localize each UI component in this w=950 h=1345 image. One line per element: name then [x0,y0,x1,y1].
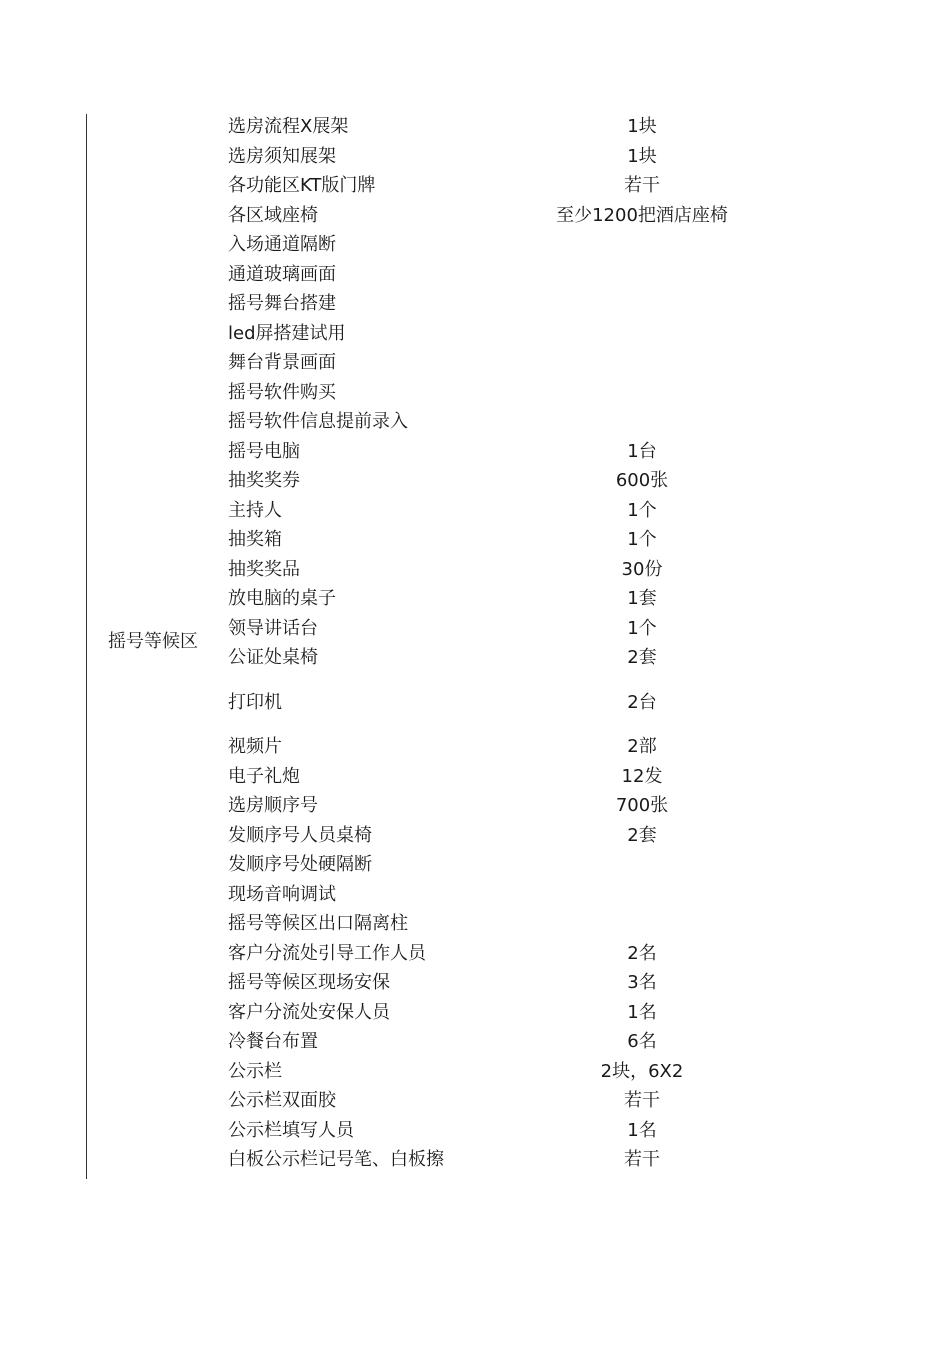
item-quantity: 1台 [627,440,657,462]
table-row [0,823,950,852]
item-name: 白板公示栏记号笔、白板擦 [228,1149,444,1170]
item-name: led屏搭建试用 [228,322,346,344]
item-quantity: 1个 [627,529,657,550]
item-name: 舞台背景画面 [228,352,336,373]
table-row [0,291,950,320]
item-name: 摇号软件购买 [228,381,336,403]
item-quantity: 600张 [615,470,669,491]
item-name: 公示栏填写人员 [228,1119,354,1141]
table-row [0,262,950,291]
table-row [0,1059,950,1088]
item-name: 客户分流处引导工作人员 [228,942,426,964]
item-quantity: 6名 [627,1031,657,1052]
table-row [0,350,950,379]
table-row [0,586,950,615]
item-quantity: 12发 [621,765,663,787]
table-row [0,1147,950,1176]
table-row [0,941,950,970]
item-name: 电子礼炮 [228,765,300,787]
item-name: 领导讲话台 [228,617,318,639]
item-name: 摇号等候区现场安保 [228,972,390,993]
item-name: 选房顺序号 [228,795,318,816]
table-row [0,734,950,763]
table-row [0,557,950,586]
table-row [0,1029,950,1058]
item-quantity: 2套 [627,647,657,668]
item-name: 客户分流处安保人员 [228,1001,390,1023]
item-name: 各功能区KT版门牌 [228,175,376,196]
table-row [0,114,950,143]
item-name: 视频片 [228,736,282,757]
item-name: 摇号电脑 [228,440,300,462]
table-row [0,616,950,645]
item-name: 公示栏双面胶 [228,1090,336,1111]
item-name: 各区域座椅 [228,204,318,226]
table-row [0,468,950,497]
table-row [0,793,950,822]
item-name: 通道玻璃画面 [228,263,336,285]
table-row [0,1088,950,1117]
table-row [0,645,950,674]
item-quantity: 1块 [627,116,657,137]
item-name: 抽奖奖品 [228,558,300,580]
item-quantity: 2台 [627,691,657,713]
item-quantity: 1个 [627,617,657,639]
item-name: 公证处桌椅 [228,647,318,668]
item-quantity: 若干 [624,1090,660,1111]
table-row [0,232,950,261]
item-name: 冷餐台布置 [228,1031,318,1052]
item-quantity: 1名 [627,1119,657,1141]
item-quantity: 2部 [627,736,657,757]
table-row [0,380,950,409]
table-row [0,764,950,793]
item-name: 摇号舞台搭建 [228,293,336,314]
table-row [0,911,950,940]
item-name: 摇号软件信息提前录入 [228,411,408,432]
table-row [0,527,950,556]
item-name: 选房须知展架 [228,145,336,167]
table-row [0,498,950,527]
item-name: 选房流程X展架 [228,116,349,137]
item-quantity: 若干 [624,175,660,196]
item-quantity: 1名 [627,1001,657,1023]
item-quantity: 3名 [627,972,657,993]
item-name: 主持人 [228,499,282,521]
item-quantity: 30份 [621,558,663,580]
item-name: 抽奖奖券 [228,470,300,491]
table-row [0,1000,950,1029]
item-name: 发顺序号人员桌椅 [228,824,372,846]
table-row [0,409,950,438]
item-quantity: 1个 [627,499,657,521]
table-row [0,690,950,719]
item-quantity: 2块，6X2 [600,1060,684,1082]
item-name: 抽奖箱 [228,529,282,550]
item-name: 发顺序号处硬隔断 [228,854,372,875]
item-quantity: 若干 [624,1149,660,1170]
item-name: 放电脑的桌子 [228,588,336,609]
table-row [0,882,950,911]
item-quantity: 1套 [627,588,657,609]
item-quantity: 至少1200把酒店座椅 [556,204,728,226]
item-name: 公示栏 [228,1060,282,1082]
table-row [0,203,950,232]
item-name: 摇号等候区出口隔离柱 [228,913,408,934]
table-row [0,1118,950,1147]
item-quantity: 1块 [627,145,657,167]
item-quantity: 2套 [627,824,657,846]
table-row [0,852,950,881]
table-row [0,439,950,468]
item-quantity: 2名 [627,942,657,964]
item-name: 入场通道隔断 [228,234,336,255]
table-row [0,173,950,202]
item-name: 打印机 [228,691,282,713]
item-quantity: 700张 [615,795,669,816]
item-name: 现场音响调试 [228,883,336,905]
table-row [0,144,950,173]
table-row [0,970,950,999]
section-label: 摇号等候区 [108,631,198,652]
table-row [0,321,950,350]
